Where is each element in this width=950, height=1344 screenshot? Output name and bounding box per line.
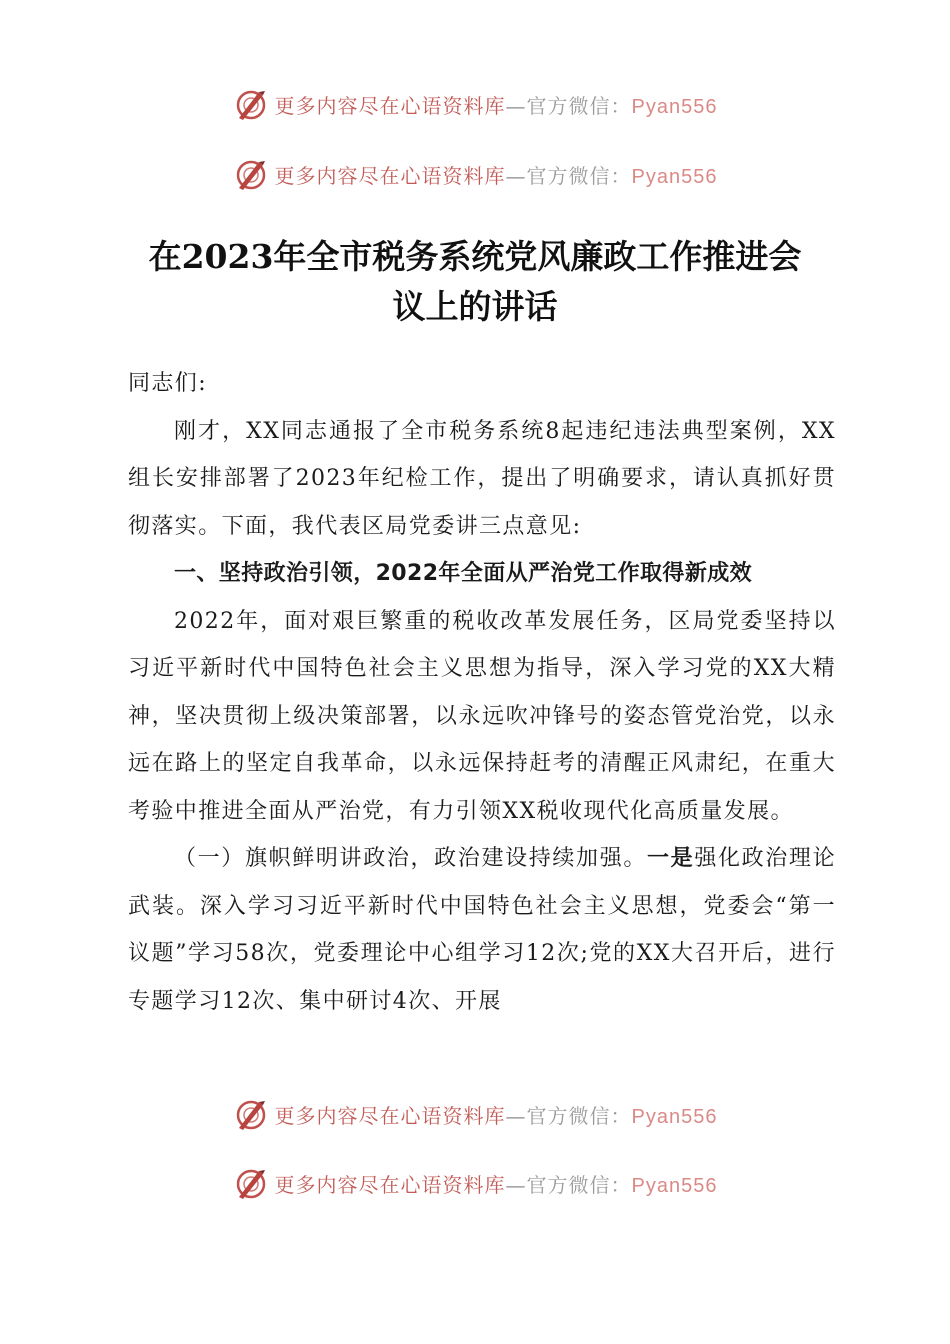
watermark-wechat-label: 官方微信： (526, 1103, 632, 1128)
paragraph: 2022年，面对艰巨繁重的税收改革发展任务，区局党委坚持以习近平新时代中国特色社会主义思想为指导，深入学习党的XX大精神，坚决贯彻上级决策部署，以永远吹冲锋号的姿态管党治党，以永远在路上的坚定自我革命，以永远保持赶考的清醒正风肃纪，在重大考验中推进全面从严治党，有力引领XX税收现代化高质量发展。 (128, 608, 836, 824)
watermark-text: 更多内容尽在心语资料库 (274, 1103, 506, 1128)
watermark-wechat-label: 官方微信： (526, 1172, 632, 1197)
watermark-wechat-id: Pyan556 (631, 165, 718, 188)
watermark-text: 更多内容尽在心语资料库 (274, 163, 506, 188)
watermark-dash: — (505, 1172, 527, 1197)
watermark-text: 更多内容尽在心语资料库 (274, 93, 506, 118)
pen-logo-icon (233, 1165, 269, 1201)
point-lead: 一是 (647, 846, 695, 871)
paragraph-text: 强化政治理论武装。深入学习习近平新时代中国特色社会主义思想，党委会“第一议题”学习58次，党委理论中心组学习12次;党的XX大召开后，进行专题学习12次、集中研讨4次、开展 (128, 846, 836, 1014)
paragraph (128, 835, 836, 1025)
watermark-wechat-id: Pyan556 (631, 1174, 718, 1197)
pen-logo-icon (233, 86, 269, 122)
watermark-dash: — (505, 163, 527, 188)
watermark-banner (0, 84, 950, 124)
watermark-wechat-id: Pyan556 (631, 95, 718, 118)
title-line-1: 在2023年全市税务系统党风廉政工作推进会 (148, 237, 802, 276)
watermark-dash: — (505, 93, 527, 118)
subsection-heading: （一）旗帜鲜明讲政治，政治建设持续加强。 (174, 846, 648, 871)
pen-logo-icon (233, 1096, 269, 1132)
watermark-banner (0, 154, 950, 194)
watermark-wechat-label: 官方微信： (526, 93, 632, 118)
document-title (110, 232, 840, 332)
title-line-2: 议上的讲话 (392, 287, 558, 326)
section-heading: 一、坚持政治引领，2022年全面从严治党工作取得新成效 (174, 561, 753, 586)
paragraph: 刚才，XX同志通报了全市税务系统8起违纪违法典型案例，XX组长安排部署了2023年纪检工作，提出了明确要求，请认真抓好贯彻落实。下面，我代表区局党委讲三点意见: (128, 418, 836, 539)
watermark-wechat-id: Pyan556 (631, 1105, 718, 1128)
watermark-dash: — (505, 1103, 527, 1128)
pen-logo-icon (233, 156, 269, 192)
watermark-banner (0, 1163, 950, 1203)
salutation: 同志们: (128, 371, 208, 396)
watermark-wechat-label: 官方微信： (526, 163, 632, 188)
document-body (128, 360, 836, 1025)
watermark-banner (0, 1094, 950, 1134)
watermark-text: 更多内容尽在心语资料库 (274, 1172, 506, 1197)
